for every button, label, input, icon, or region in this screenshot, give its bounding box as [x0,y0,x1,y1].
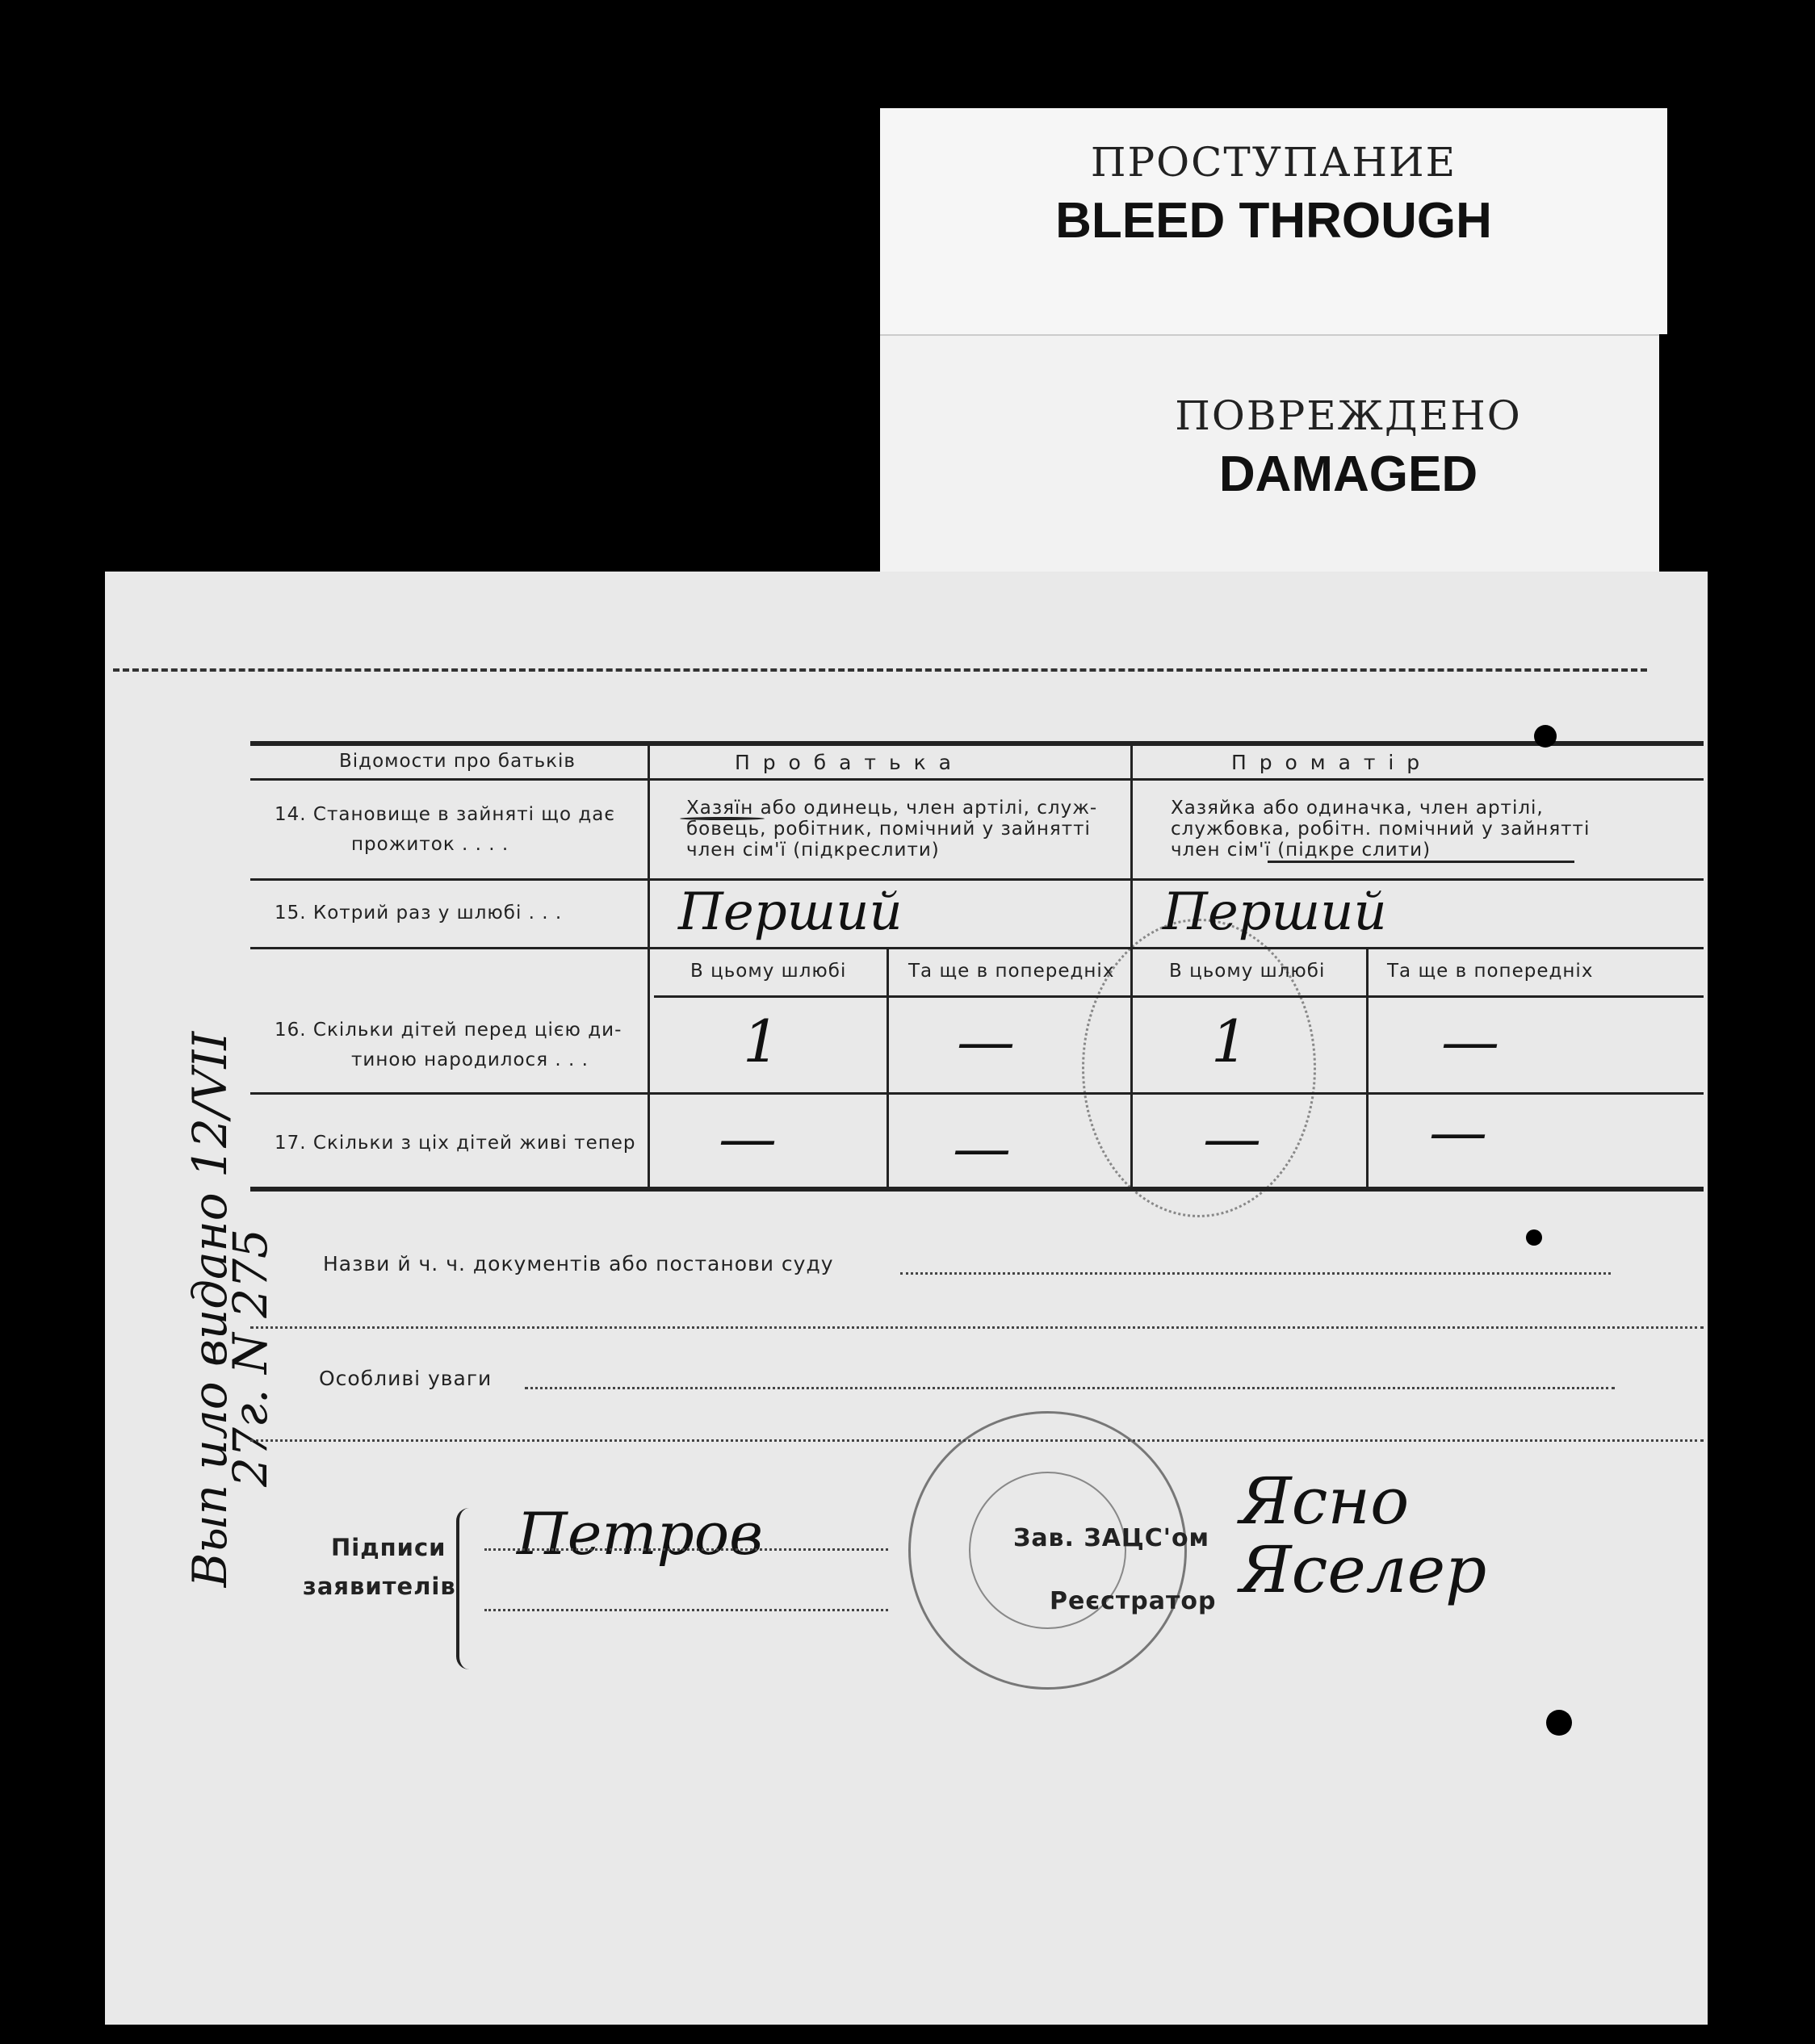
row16-mother-this: 1 [1211,1007,1248,1075]
row16-father-previous: — [957,1007,1015,1075]
damaged-card [880,334,1659,578]
documents-label: Назви й ч. ч. документів або постанови суду [323,1252,834,1275]
row17-label: 17. Скільки з ціх дітей живі тепер [275,1133,636,1154]
applicant-sign-line-1 [484,1548,888,1551]
row17-mother-this: — [1203,1104,1261,1172]
signatures-label-line1: Підписи [331,1534,446,1561]
subheader-father-previous: Та ще в попередніх [908,961,1115,982]
bleed-through-en-label: BLEED THROUGH [1055,193,1492,249]
record-document [105,572,1708,2025]
subheader-mother-this: В цьому шлюбі [1169,961,1326,982]
row17-father-previous: — [953,1114,1011,1182]
col-divider-mother [1366,947,1369,1189]
row14-father-line2: бовець, робітник, помічний у зайнятті [686,819,1091,840]
row14-label-line2: прожиток . . . . [351,834,509,855]
documents-dotted-line [900,1272,1611,1275]
col-divider-label [648,741,650,1189]
row16-label-line2: тиною народилося . . . [351,1049,589,1070]
row14-mother-line1: Хазяйка або одиначка, член артілі, [1171,798,1544,819]
signatures-brace [456,1508,484,1669]
row16-rule [250,1092,1704,1095]
registrar-signature: Яселер [1239,1532,1487,1607]
header-father: П р о б а т ь к а [735,751,954,774]
subheader-rule [654,995,1704,998]
head-label: Зав. ЗАЦС'ом [1013,1524,1210,1552]
remarks-dotted-line-2 [250,1439,1704,1442]
col-divider-parents [1130,741,1133,1189]
col-divider-father [887,947,889,1189]
row16-father-this: 1 [743,1007,780,1075]
subheader-father-this: В цьому шлюбі [690,961,847,982]
row17-mother-previous: — [1429,1098,1487,1166]
row14-rule [250,878,1704,881]
margin-note-line1: Вып ило видано 12/VII [182,1031,237,1588]
table-header-rule [250,778,1704,781]
row15-label: 15. Котрий раз у шлюбі . . . [275,903,563,924]
remarks-dotted-line [525,1387,1615,1389]
bleed-through-card [880,108,1667,334]
bleed-through-ru-label: ПРОСТУПАНИЕ [1090,139,1457,186]
punch-hole [1526,1229,1542,1246]
signatures-label-line2: заявителів [303,1573,456,1600]
row14-father-line3: член сім'ї (підкреслити) [686,840,940,861]
punch-hole [1534,725,1557,748]
documents-dotted-line-2 [250,1326,1704,1329]
row14-mother-line2: службовка, робітн. помічний у зайнятті [1171,819,1591,840]
tear-line [113,668,1647,672]
row16-label-line1: 16. Скільки дітей перед цією ди- [275,1020,622,1041]
underline-mother-helper [1268,861,1574,863]
registrar-label: Реєстратор [1050,1587,1217,1615]
table-bottom-rule [250,1187,1704,1192]
applicant-sign-line-2 [484,1609,888,1611]
row14-label-line1: 14. Становище в зайняті що дає [275,804,615,825]
row15-mother-value: Перший [1163,882,1387,942]
margin-note-line2: 27г. N 275 [223,1229,278,1487]
row15-father-value: Перший [678,882,903,942]
header-label: Відомости про батьків [339,751,576,772]
remarks-label: Особливі уваги [319,1367,493,1390]
row15-rule [250,947,1704,949]
damaged-ru-label: ПОВРЕЖДЕНО [1175,392,1522,439]
header-mother: П р о м а т і р [1231,751,1423,774]
row14-father-line1: Хазяїн або одинець, член артілі, служ- [686,798,1098,819]
row16-mother-previous: — [1441,1007,1499,1075]
table-top-rule [250,741,1704,746]
punch-hole [1546,1710,1572,1736]
head-signature: Ясно [1239,1464,1410,1539]
subheader-mother-previous: Та ще в попередніх [1387,961,1594,982]
row14-mother-line3: член сім'ї (підкре слити) [1171,840,1431,861]
damaged-en-label: DAMAGED [1218,446,1478,502]
row17-father-this: — [719,1104,777,1172]
applicant-signature: Петров [517,1500,764,1568]
underline-father-master [680,817,765,820]
